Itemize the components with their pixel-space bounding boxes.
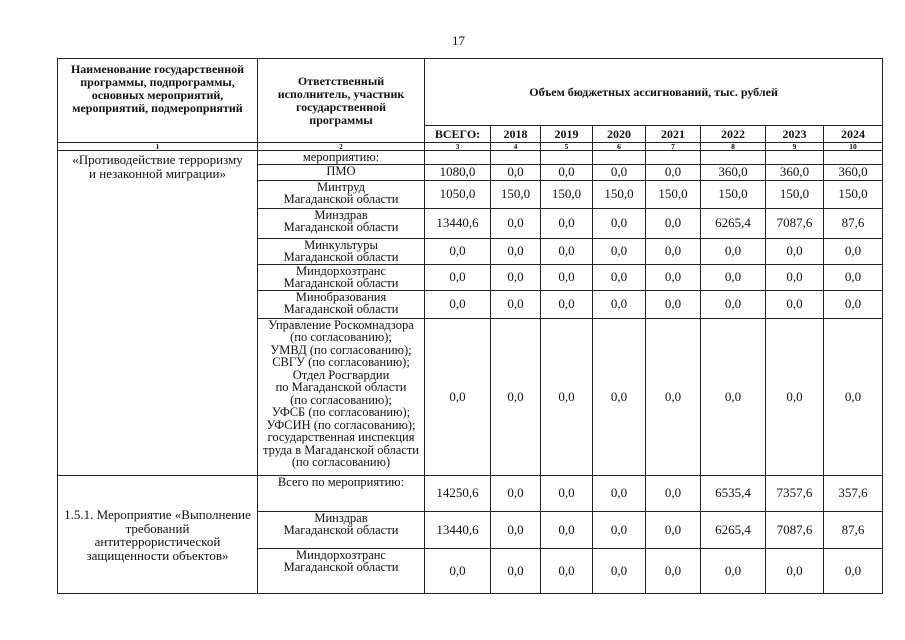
value-cell-2020: 0,0 — [593, 548, 646, 593]
value-cell-2018: 0,0 — [491, 290, 541, 318]
value-cell-total: 13440,6 — [425, 511, 491, 548]
value-cell-2020: 0,0 — [593, 264, 646, 290]
value-cell-2022: 6265,4 — [701, 511, 766, 548]
value-cell-2020: 150,0 — [593, 180, 646, 208]
value-cell-2023: 360,0 — [766, 164, 824, 180]
header-year-2021: 2021 — [646, 126, 701, 143]
program-name-cell: 1.5.1. Мероприятие «Выполнение требований антитеррористической защищенности объектов» — [58, 475, 258, 593]
executor-cell: Минобразования Магаданской области — [258, 290, 425, 318]
value-cell-2019: 150,0 — [541, 180, 593, 208]
column-number: 9 — [766, 143, 824, 151]
column-number: 1 — [58, 143, 258, 151]
column-number: 10 — [824, 143, 883, 151]
table-row — [58, 151, 883, 165]
value-cell-2023: 7357,6 — [766, 475, 824, 511]
page-number: 17 — [452, 33, 465, 48]
value-cell-2024: 0,0 — [824, 264, 883, 290]
value-cell-2023: 0,0 — [766, 548, 824, 593]
value-cell-2023 — [766, 151, 824, 165]
value-cell-2023: 150,0 — [766, 180, 824, 208]
value-cell-2022: 0,0 — [701, 548, 766, 593]
value-cell-2021: 0,0 — [646, 548, 701, 593]
value-cell-2022 — [701, 151, 766, 165]
value-cell-2018: 0,0 — [491, 511, 541, 548]
value-cell-2022: 0,0 — [701, 238, 766, 264]
value-cell-2020: 0,0 — [593, 475, 646, 511]
executor-cell: Миндорхозтранс Магаданской области — [258, 264, 425, 290]
value-cell-2018: 0,0 — [491, 475, 541, 511]
value-cell-2024: 357,6 — [824, 475, 883, 511]
value-cell-2024: 150,0 — [824, 180, 883, 208]
header-year-2018: 2018 — [491, 126, 541, 143]
column-number: 3 — [425, 143, 491, 151]
value-cell-total: 14250,6 — [425, 475, 491, 511]
executor-cell: Минтруд Магаданской области — [258, 180, 425, 208]
value-cell-2019: 0,0 — [541, 208, 593, 238]
header-year-2020: 2020 — [593, 126, 646, 143]
program-name-cell: «Противодействие терроризму и незаконной миграции» — [58, 151, 258, 476]
value-cell-2019: 0,0 — [541, 511, 593, 548]
value-cell-2018: 0,0 — [491, 164, 541, 180]
executor-cell: Минздрав Магаданской области — [258, 511, 425, 548]
value-cell-2018: 0,0 — [491, 238, 541, 264]
value-cell-2020: 0,0 — [593, 318, 646, 475]
value-cell-2023: 7087,6 — [766, 511, 824, 548]
value-cell-2019: 0,0 — [541, 238, 593, 264]
column-number-row — [58, 143, 883, 151]
value-cell-2021: 0,0 — [646, 475, 701, 511]
value-cell-2024: 360,0 — [824, 164, 883, 180]
value-cell-2018: 150,0 — [491, 180, 541, 208]
value-cell-2019: 0,0 — [541, 475, 593, 511]
value-cell-2022: 360,0 — [701, 164, 766, 180]
value-cell-2024: 0,0 — [824, 238, 883, 264]
header-year-2019: 2019 — [541, 126, 593, 143]
column-number: 8 — [701, 143, 766, 151]
column-number: 4 — [491, 143, 541, 151]
value-cell-2023: 0,0 — [766, 264, 824, 290]
value-cell-2018: 0,0 — [491, 264, 541, 290]
value-cell-total: 1080,0 — [425, 164, 491, 180]
value-cell-2022: 0,0 — [701, 264, 766, 290]
executor-cell: Всего по мероприятию: — [258, 475, 425, 511]
value-cell-2022: 0,0 — [701, 318, 766, 475]
value-cell-2018: 0,0 — [491, 208, 541, 238]
value-cell-2023: 7087,6 — [766, 208, 824, 238]
value-cell-2019: 0,0 — [541, 548, 593, 593]
value-cell-2022: 6535,4 — [701, 475, 766, 511]
value-cell-2020: 0,0 — [593, 511, 646, 548]
value-cell-2021: 0,0 — [646, 238, 701, 264]
value-cell-2022: 150,0 — [701, 180, 766, 208]
value-cell-total: 13440,6 — [425, 208, 491, 238]
column-number: 7 — [646, 143, 701, 151]
header-total: ВСЕГО: — [425, 126, 491, 143]
value-cell-2021: 0,0 — [646, 511, 701, 548]
value-cell-2023: 0,0 — [766, 290, 824, 318]
table-row — [58, 475, 883, 511]
value-cell-2024: 87,6 — [824, 511, 883, 548]
value-cell-2019: 0,0 — [541, 290, 593, 318]
value-cell-2023: 0,0 — [766, 238, 824, 264]
table-header — [58, 59, 883, 151]
value-cell-total: 0,0 — [425, 290, 491, 318]
header-year-2023: 2023 — [766, 126, 824, 143]
value-cell-total: 1050,0 — [425, 180, 491, 208]
value-cell-2024 — [824, 151, 883, 165]
table-body — [58, 151, 883, 594]
value-cell-2020: 0,0 — [593, 208, 646, 238]
value-cell-total: 0,0 — [425, 318, 491, 475]
executor-cell: ПМО — [258, 164, 425, 180]
header-executor: Ответственный исполнитель, участник государственной программы — [258, 59, 425, 143]
value-cell-2021: 150,0 — [646, 180, 701, 208]
header-year-2024: 2024 — [824, 126, 883, 143]
value-cell-2019: 0,0 — [541, 318, 593, 475]
value-cell-2021: 0,0 — [646, 290, 701, 318]
value-cell-2022: 0,0 — [701, 290, 766, 318]
value-cell-2020: 0,0 — [593, 290, 646, 318]
value-cell-2024: 0,0 — [824, 548, 883, 593]
budget-table — [57, 58, 883, 594]
value-cell-2024: 0,0 — [824, 290, 883, 318]
value-cell-2024: 87,6 — [824, 208, 883, 238]
value-cell-2021 — [646, 151, 701, 165]
value-cell-total: 0,0 — [425, 548, 491, 593]
column-number: 6 — [593, 143, 646, 151]
column-number: 2 — [258, 143, 425, 151]
value-cell-2018: 0,0 — [491, 318, 541, 475]
value-cell-2018 — [491, 151, 541, 165]
value-cell-2024: 0,0 — [824, 318, 883, 475]
value-cell-2022: 6265,4 — [701, 208, 766, 238]
value-cell-2021: 0,0 — [646, 208, 701, 238]
value-cell-total: 0,0 — [425, 238, 491, 264]
value-cell-2021: 0,0 — [646, 264, 701, 290]
header-program-name: Наименование государственной программы, подпрограммы, основных мероприятий, мероприятий, подмероприятий — [58, 59, 258, 143]
executor-cell: Минздрав Магаданской области — [258, 208, 425, 238]
value-cell-2021: 0,0 — [646, 318, 701, 475]
value-cell-2019: 0,0 — [541, 264, 593, 290]
value-cell-2020: 0,0 — [593, 164, 646, 180]
executor-cell: Минкультуры Магаданской области — [258, 238, 425, 264]
header-budget: Объем бюджетных ассигнований, тыс. рублей — [425, 59, 883, 126]
value-cell-2023: 0,0 — [766, 318, 824, 475]
header-year-2022: 2022 — [701, 126, 766, 143]
executor-cell: мероприятию: — [258, 151, 425, 165]
value-cell-2021: 0,0 — [646, 164, 701, 180]
value-cell-total — [425, 151, 491, 165]
value-cell-2019 — [541, 151, 593, 165]
value-cell-2020: 0,0 — [593, 238, 646, 264]
value-cell-total: 0,0 — [425, 264, 491, 290]
executor-cell: Миндорхозтранс Магаданской области — [258, 548, 425, 593]
value-cell-2019: 0,0 — [541, 164, 593, 180]
column-number: 5 — [541, 143, 593, 151]
executor-cell: Управление Роскомнадзора (по согласованию); УМВД (по согласованию); СВГУ (по согласованию); Отдел Росгвардии по Магаданской области (по согласованию); УФСБ (по согласованию); УФСИН (по согласованию); государственная инспекция труда в Магаданской области (по согласованию) — [258, 318, 425, 475]
header-row — [58, 59, 883, 126]
value-cell-2018: 0,0 — [491, 548, 541, 593]
value-cell-2020 — [593, 151, 646, 165]
